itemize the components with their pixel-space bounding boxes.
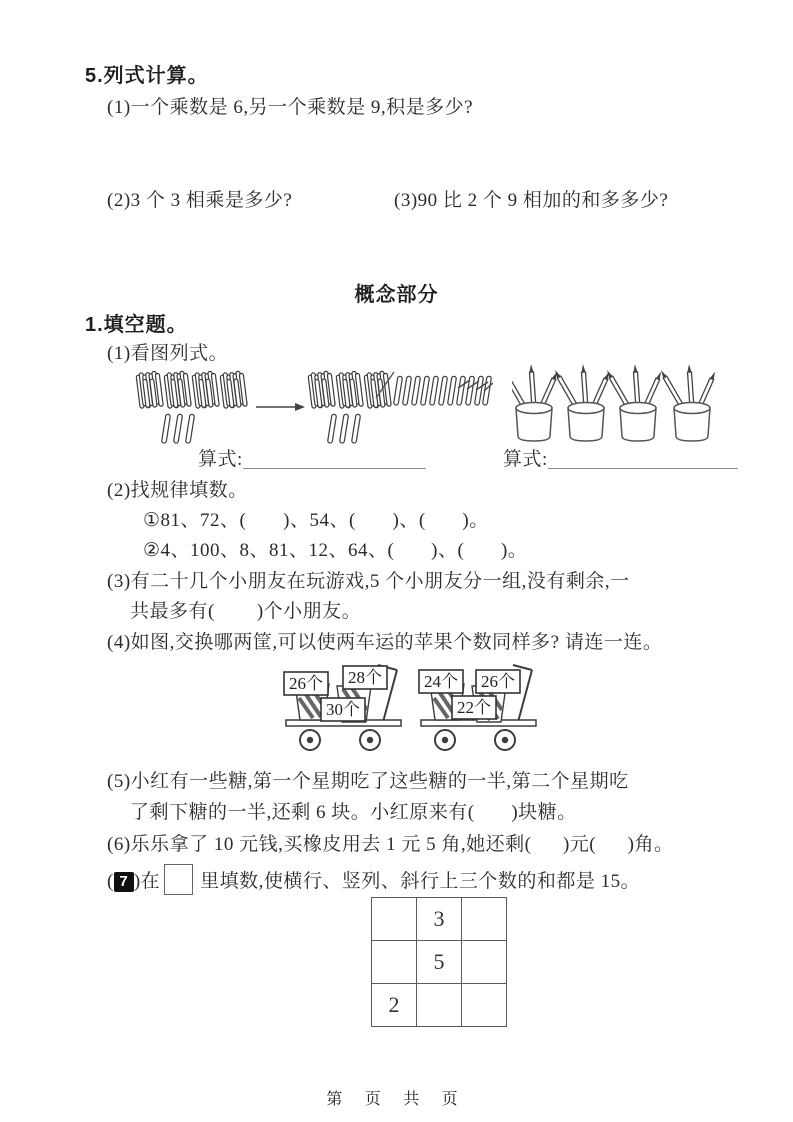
q5-line2: 了剩下糖的一半,还剩 6 块。小红原来有( )块糖。 [130, 802, 577, 823]
stick-bundles-figure [128, 368, 493, 453]
grid-cell: 2 [372, 984, 417, 1027]
cart-right [419, 665, 536, 750]
page-footer: 第 页 共 页 [326, 1091, 467, 1108]
q1-label: (1)看图列式。 [107, 343, 229, 364]
q7-prefix: ( [107, 871, 114, 892]
section5-heading: 5.列式计算。 [85, 65, 209, 87]
grid-cell [417, 984, 462, 1027]
section5-q3: (3)90 比 2 个 9 相加的和多多少? [394, 190, 669, 211]
equation-blank-left [198, 448, 426, 472]
q3-line2: 共最多有( )个小朋友。 [130, 601, 362, 622]
q6-label: (6)乐乐拿了 10 元钱,买橡皮用去 1 元 5 角,她还剩( )元( )角。 [107, 834, 674, 855]
q4-label: (4)如图,交换哪两筐,可以使两车运的苹果个数同样多? 请连一连。 [107, 632, 663, 653]
basket-label: 28个 [348, 668, 382, 687]
fill-box [164, 864, 193, 895]
q3-line1: (3)有二十几个小朋友在玩游戏,5 个小朋友分一组,没有剩余,一 [107, 571, 630, 592]
answer-blank [243, 450, 426, 469]
fill-blank-heading: 1.填空题。 [85, 314, 188, 336]
apple-carts-figure [283, 660, 543, 762]
grid-cell [462, 898, 507, 941]
q7-label [107, 864, 640, 895]
pencil-cups-figure [512, 364, 720, 446]
section5-q2: (2)3 个 3 相乘是多少? [107, 190, 293, 211]
q2-item2: ②4、100、8、81、12、64、( )、( )。 [143, 540, 528, 561]
basket-label: 24个 [424, 672, 458, 691]
grid-cell [372, 941, 417, 984]
grid-cell [462, 941, 507, 984]
q7-number-badge: 7 [114, 872, 134, 892]
basket-label: 26个 [289, 674, 323, 693]
equation-label-right: 算式: [503, 449, 548, 470]
q2-label: (2)找规律填数。 [107, 480, 248, 501]
q2-item1: ①81、72、( )、54、( )、( )。 [143, 510, 489, 531]
answer-blank [548, 450, 738, 469]
equation-blank-right [503, 448, 738, 472]
q7-suffix: 里填数,使横行、竖列、斜行上三个数的和都是 15。 [200, 871, 641, 892]
magic-square-grid [371, 897, 507, 1027]
section5-q1: (1)一个乘数是 6,另一个乘数是 9,积是多少? [107, 97, 474, 118]
cart-left [284, 665, 401, 750]
grid-cell [462, 984, 507, 1027]
equation-label-left: 算式: [198, 449, 243, 470]
basket-label: 22个 [457, 698, 491, 717]
concept-heading: 概念部分 [354, 284, 439, 306]
q7-mid: )在 [133, 871, 161, 892]
basket-label: 26个 [481, 672, 515, 691]
basket-label: 30个 [326, 700, 360, 719]
q5-line1: (5)小红有一些糖,第一个星期吃了这些糖的一半,第二个星期吃 [107, 771, 629, 792]
grid-cell: 3 [417, 898, 462, 941]
arrow-right-icon [256, 403, 305, 411]
grid-cell: 5 [417, 941, 462, 984]
crossed-sticks [456, 376, 493, 405]
grid-cell [372, 898, 417, 941]
